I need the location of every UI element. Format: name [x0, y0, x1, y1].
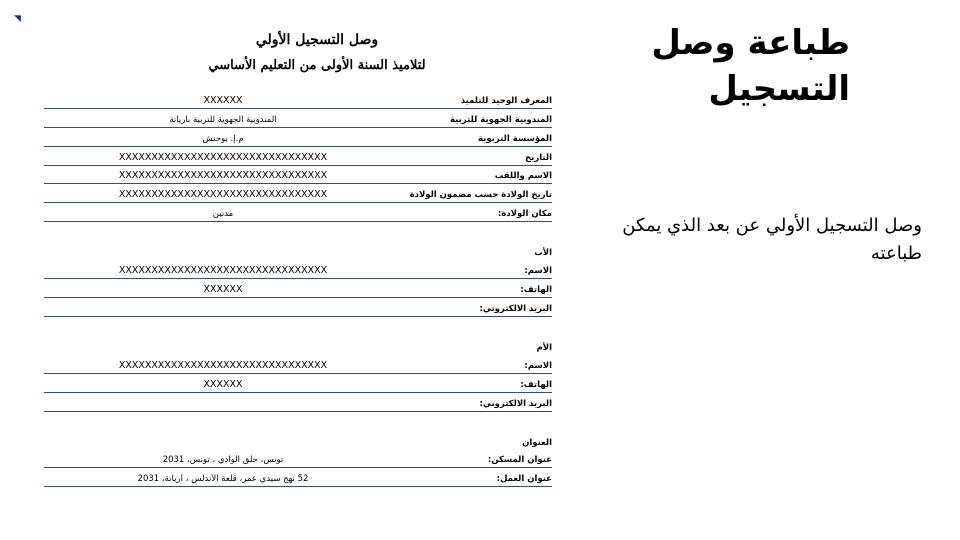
- row-birth-date: [44, 184, 552, 203]
- row-student-id: [44, 90, 552, 109]
- field-value: مدنين: [212, 209, 234, 220]
- field-label: عنوان المسكن:: [487, 455, 552, 466]
- field-value: XXXXXXXXXXXXXXXXXXXXXXXXXXXXXXXX: [118, 359, 328, 371]
- field-label: المؤسسة التربوية: [478, 133, 552, 144]
- field-value: [44, 314, 402, 316]
- field-value: XXXXXX: [203, 378, 243, 390]
- field-label: الاسم:: [524, 360, 552, 371]
- row-home-address: [44, 450, 552, 469]
- slide-description: وصل التسجيل الأولي عن بعد الذي يمكن طباعته: [622, 215, 922, 264]
- field-value: تونس، حلق الوادي ، تونس، 2031: [162, 455, 284, 466]
- student-info: [44, 90, 552, 487]
- father-heading: الأب: [534, 248, 552, 259]
- field-label: الاسم:: [524, 266, 552, 277]
- row-father-email: [44, 298, 552, 317]
- receipt-title: وصل التسجيل الأولي: [255, 32, 379, 48]
- address-heading: العنوان: [522, 437, 552, 448]
- field-label: البريد الالكتروني:: [479, 303, 552, 314]
- registration-receipt: [44, 30, 552, 487]
- row-date: [44, 147, 552, 166]
- field-value: XXXXXXXXXXXXXXXXXXXXXXXXXXXXXXXX: [118, 170, 328, 182]
- field-value: XXXXXXXXXXXXXXXXXXXXXXXXXXXXXXXX: [118, 265, 328, 277]
- field-label: تاريخ الولادة حسب مضمون الولادة: [409, 190, 552, 201]
- field-value: XXXXXXXXXXXXXXXXXXXXXXXXXXXXXXXX: [118, 151, 328, 163]
- corner-mark: ◥: [14, 14, 21, 24]
- field-value: [44, 409, 402, 411]
- row-mother-email: [44, 393, 552, 412]
- row-full-name: [44, 166, 552, 185]
- field-label: الاسم واللقب: [494, 171, 552, 182]
- field-label: مكان الولادة:: [497, 209, 552, 220]
- row-school: [44, 128, 552, 147]
- field-value: XXXXXX: [203, 94, 243, 106]
- field-label: التاريخ: [525, 152, 552, 163]
- field-value: المندوبية الجهوية للتربية بأريانة: [169, 114, 277, 125]
- field-label: المندوبية الجهوية للتربية: [450, 114, 552, 125]
- mother-heading: الأم: [536, 342, 552, 353]
- receipt-subtitle: لتلاميذ السنة الأولى من التعليم الأساسي: [208, 58, 426, 73]
- row-birth-place: [44, 203, 552, 222]
- row-father-phone: [44, 279, 552, 298]
- row-regional-office: [44, 109, 552, 128]
- slide-title: طباعة وصل التسجيل: [651, 23, 850, 109]
- field-label: البريد الالكتروني:: [479, 398, 552, 409]
- field-label: عنوان العمل:: [496, 474, 552, 485]
- field-value: XXXXXXXXXXXXXXXXXXXXXXXXXXXXXXXX: [118, 189, 328, 201]
- field-label: الهاتف:: [520, 285, 552, 296]
- field-label: المعرف الوحيد للتلميذ: [460, 95, 552, 106]
- row-mother-phone: [44, 374, 552, 393]
- field-value: XXXXXX: [203, 284, 243, 296]
- field-label: الهاتف:: [520, 379, 552, 390]
- row-work-address: [44, 468, 552, 487]
- field-value: 52 نهج سيدي عمر، قلعة الأندلس ، أريانة، 2031: [137, 474, 309, 485]
- row-father-name: [44, 260, 552, 279]
- field-value: م.إ. بوحنش: [202, 133, 244, 144]
- row-mother-name: [44, 355, 552, 374]
